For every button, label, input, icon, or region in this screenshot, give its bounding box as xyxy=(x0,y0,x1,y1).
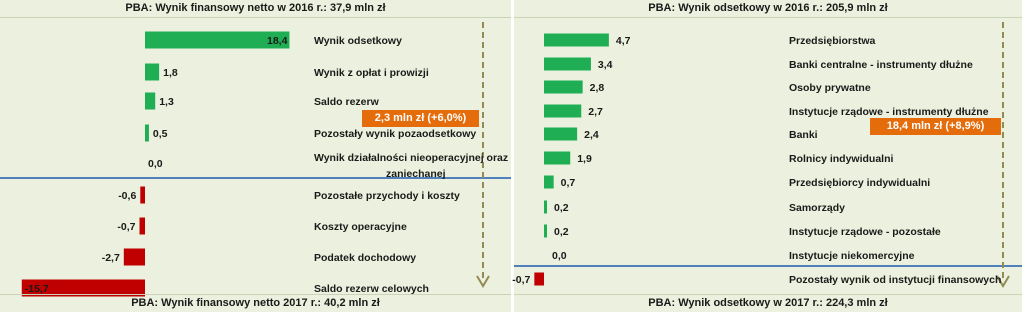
left-category-label-4-line2: zaniechanej xyxy=(386,168,446,180)
left-category-label-4-line1: Wynik działalności nieoperacyjnej oraz xyxy=(314,152,509,164)
right-change-callout: 18,4 mln zł (+8,9%) xyxy=(870,118,1001,135)
left-category-label-7: Podatek dochodowy xyxy=(314,252,417,264)
right-bar-10 xyxy=(534,273,544,286)
right-bar-2 xyxy=(544,81,583,94)
left-category-label-1: Wynik z opłat i prowizji xyxy=(314,67,429,79)
right-bar-1 xyxy=(544,58,591,71)
right-value-label-5: 1,9 xyxy=(577,153,592,165)
right-category-label-1: Banki centralne - instrumenty dłużne xyxy=(789,59,973,71)
right-category-label-0: Przedsiębiorstwa xyxy=(789,35,876,47)
right-bar-6 xyxy=(544,176,554,189)
left-value-label-4: 0,0 xyxy=(148,158,163,170)
left-category-label-6: Koszty operacyjne xyxy=(314,221,407,233)
left-header-2016: PBA: Wynik finansowy netto w 2016 r.: 37,9 mln zł xyxy=(0,0,511,18)
right-bar-4 xyxy=(544,128,577,141)
right-category-label-4: Banki xyxy=(789,129,818,141)
left-value-label-7: -2,7 xyxy=(101,252,120,264)
left-header-2017: PBA: Wynik finansowy netto 2017 r.: 40,2 mln zł xyxy=(0,294,511,312)
left-value-label-6: -0,7 xyxy=(117,221,136,233)
right-value-label-6: 0,7 xyxy=(560,177,576,189)
left-value-label-8: -15,7 xyxy=(24,283,49,295)
right-value-label-7: 0,2 xyxy=(554,202,569,214)
right-bar-7 xyxy=(544,201,547,214)
right-header-2017: PBA: Wynik odsetkowy w 2017 r.: 224,3 mln zł xyxy=(514,294,1022,312)
left-bar-5 xyxy=(140,187,145,204)
right-category-label-9: Instytucje niekomercyjne xyxy=(789,250,915,262)
right-category-label-3: Instytucje rządowe - instrumenty dłużne xyxy=(789,106,989,118)
left-change-callout: 2,3 mln zł (+6,0%) xyxy=(362,110,479,127)
left-category-label-0: Wynik odsetkowy xyxy=(314,35,402,47)
left-value-label-1: 1,8 xyxy=(163,67,178,79)
right-category-label-10: Pozostały wynik od instytucji finansowych xyxy=(789,274,1002,286)
right-category-label-8: Instytucje rządowe - pozostałe xyxy=(789,226,941,238)
right-value-label-1: 3,4 xyxy=(597,59,613,71)
right-bar-chart xyxy=(514,0,1022,312)
right-bar-8 xyxy=(544,225,547,238)
right-header-2016: PBA: Wynik odsetkowy w 2016 r.: 205,9 mln zł xyxy=(514,0,1022,18)
left-bar-2 xyxy=(145,93,155,110)
right-value-label-2: 2,8 xyxy=(589,82,605,94)
right-value-label-4: 2,4 xyxy=(584,129,599,141)
right-value-label-0: 4,7 xyxy=(615,35,631,47)
right-value-label-3: 2,7 xyxy=(588,106,603,118)
left-bar-6 xyxy=(140,218,145,235)
left-value-label-5: -0,6 xyxy=(118,190,137,202)
right-value-label-10: -0,7 xyxy=(512,274,531,286)
right-bar-5 xyxy=(544,152,570,165)
left-category-label-3: Pozostały wynik pozaodsetkowy xyxy=(314,128,477,140)
left-category-label-5: Pozostałe przychody i koszty xyxy=(314,190,460,202)
left-bar-1 xyxy=(145,64,159,81)
left-bar-7 xyxy=(124,249,145,266)
right-value-label-9: 0,0 xyxy=(552,250,567,262)
right-category-label-6: Przedsiębiorcy indywidualni xyxy=(789,177,931,189)
right-category-label-7: Samorządy xyxy=(789,202,846,214)
right-value-label-8: 0,2 xyxy=(554,226,569,238)
right-bar-0 xyxy=(544,34,609,47)
left-category-label-8: Saldo rezerw celowych xyxy=(314,283,429,295)
left-value-label-2: 1,3 xyxy=(159,96,174,108)
left-value-label-0: 18,4 xyxy=(267,35,288,47)
left-bar-3 xyxy=(145,125,149,142)
right-category-label-2: Osoby prywatne xyxy=(789,82,871,94)
right-category-label-5: Rolnicy indywidualni xyxy=(789,153,894,165)
right-bar-3 xyxy=(544,105,581,118)
right-panel xyxy=(514,0,1022,312)
left-category-label-2: Saldo rezerw xyxy=(314,96,379,108)
left-value-label-3: 0,5 xyxy=(152,128,168,140)
